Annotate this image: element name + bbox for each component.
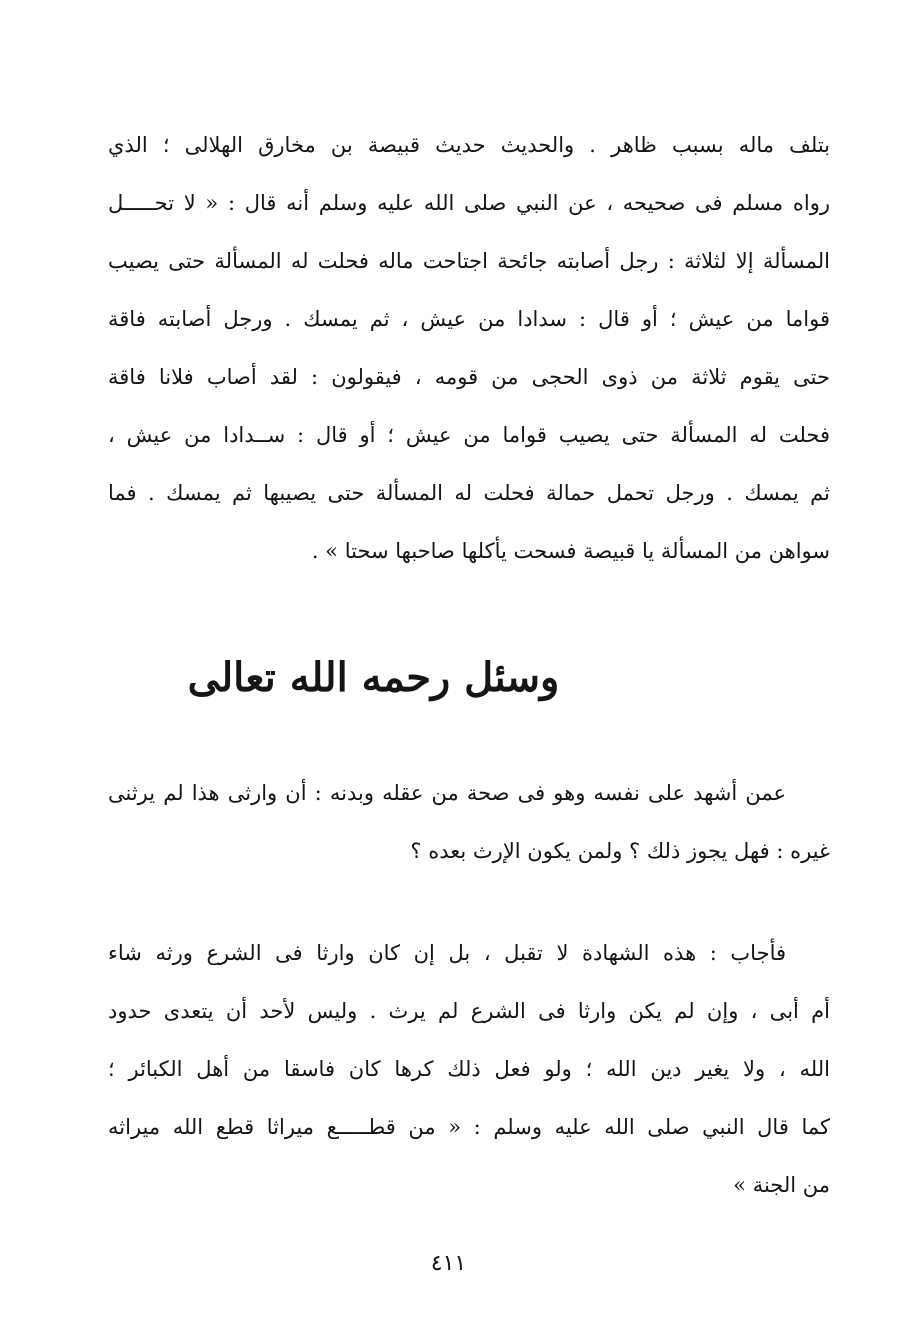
text-line: كما قال النبي صلى الله عليه وسلم : « من قطـــــع ميراثا قطع الله ميراثه [108, 1115, 830, 1139]
text-line: حتى يقوم ثلاثة من ذوى الحجى من قومه ، فيقولون : لقد أصاب فلانا فاقة [108, 365, 830, 389]
section-title-text: وسئل رحمه الله تعالى [187, 654, 560, 701]
paragraph-hadith [108, 116, 830, 580]
page-number: ٤١١ [430, 1251, 467, 1276]
text-line: رواه مسلم فى صحيحه ، عن النبي صلى الله عليه وسلم أنه قال : « لا تحـــــل [108, 191, 830, 215]
text-line: سواهن من المسألة يا قبيصة فسحت يأكلها صاحبها سحتا » . [311, 539, 830, 563]
text-line: فأجاب : هذه الشهادة لا تقبل ، بل إن كان وارثا فى الشرع ورثه شاء [108, 941, 786, 965]
paragraph-answer [108, 924, 830, 1214]
text-line: عمن أشهد على نفسه وهو فى صحة من عقله وبدنه : أن وارثى هذا لم يرثنى [108, 781, 786, 805]
text-line: المسألة إلا لثلاثة : رجل أصابته جائحة اجتاحت ماله فحلت له المسألة حتى يصيب [108, 249, 830, 273]
text-line: ثم يمسك . ورجل تحمل حمالة فحلت له المسألة حتى يصيبها ثم يمسك . فما [108, 481, 830, 505]
paragraph-question [108, 764, 830, 880]
text-line: فحلت له المسألة حتى يصيب قواما من عيش ؛ أو قال : ســدادا من عيش ، [108, 423, 830, 447]
section-title [0, 640, 897, 716]
text-line: بتلف ماله بسبب ظاهر . والحديث حديث قبيصة بن مخارق الهلالى ؛ الذي [108, 133, 830, 157]
text-line: قواما من عيش ؛ أو قال : سدادا من عيش ، ثم يمسك . ورجل أصابته فاقة [108, 307, 830, 331]
text-line: من الجنة » [733, 1173, 830, 1197]
text-line: غيره : فهل يجوز ذلك ؟ ولمن يكون الإرث بعده ؟ [410, 839, 830, 863]
text-line: أم أبى ، وإن لم يكن وارثا فى الشرع لم يرث . وليس لأحد أن يتعدى حدود [108, 999, 830, 1023]
text-line: الله ، ولا يغير دين الله ؛ ولو فعل ذلك كرها كان فاسقا من أهل الكبائر ؛ [108, 1057, 830, 1081]
